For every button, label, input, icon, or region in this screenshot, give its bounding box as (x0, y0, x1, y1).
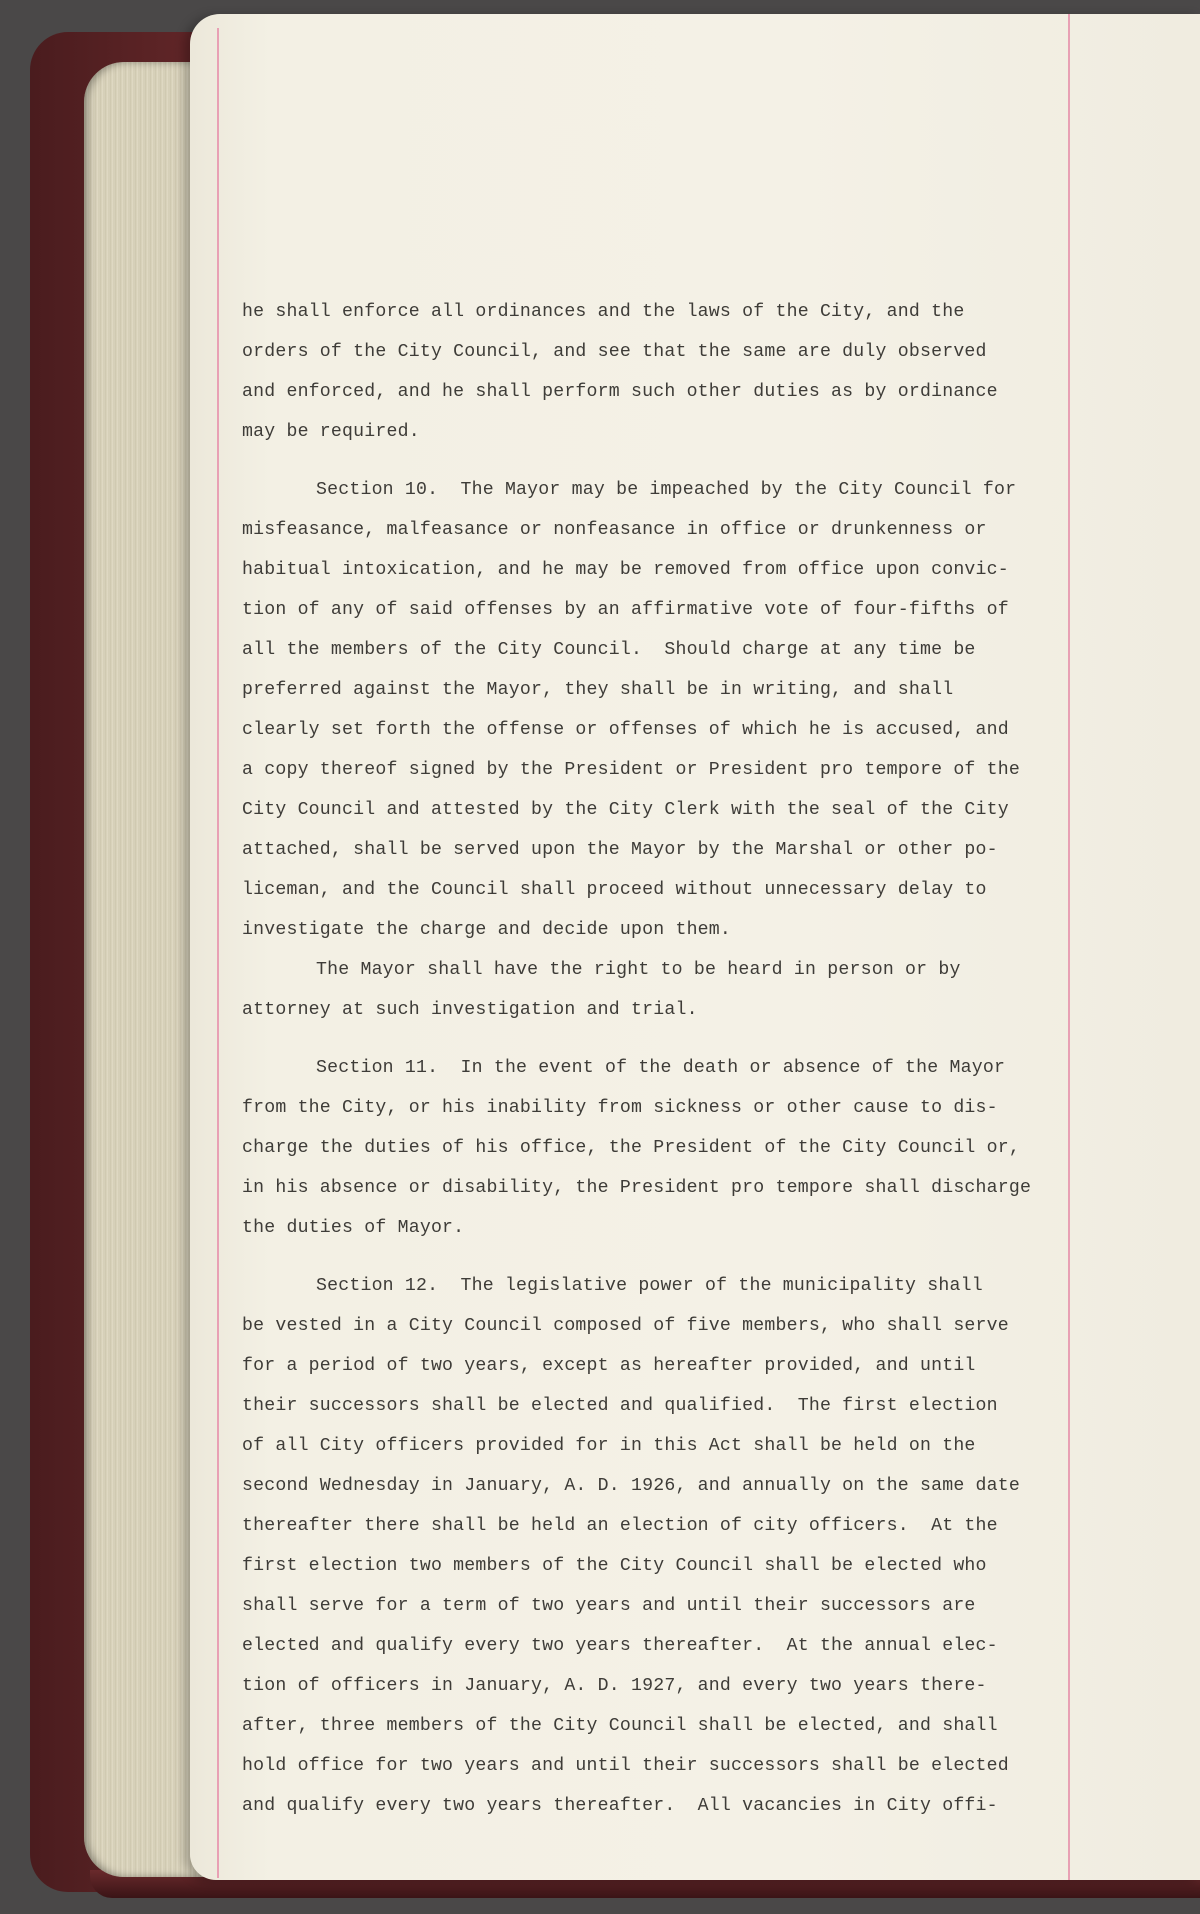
text-line: their successors shall be elected and qualified. The first election (242, 1396, 998, 1416)
text-line: clearly set forth the offense or offenses of which he is accused, and (242, 720, 1009, 740)
text-line: investigate the charge and decide upon them. (242, 920, 732, 940)
text-line: City Council and attested by the City Clerk with the seal of the City (242, 800, 1009, 820)
text-line: second Wednesday in January, A. D. 1926, and annually on the same date (242, 1476, 1020, 1496)
text-line: from the City, or his inability from sickness or other cause to dis- (242, 1098, 998, 1118)
text-line: may be required. (242, 422, 420, 442)
text-line: all the members of the City Council. Should charge at any time be (242, 640, 976, 660)
text-line: liceman, and the Council shall proceed without unnecessary delay to (242, 880, 987, 900)
text-line: the duties of Mayor. (242, 1218, 465, 1238)
text-line: first election two members of the City Council shall be elected who (242, 1556, 987, 1576)
text-line: Section 12. The legislative power of the municipality shall (316, 1276, 983, 1296)
text-line: preferred against the Mayor, they shall be in writing, and shall (242, 680, 954, 700)
right-margin-rule (1068, 14, 1070, 1880)
document-page (190, 14, 1200, 1880)
text-line: be vested in a City Council composed of five members, who shall serve (242, 1316, 1009, 1336)
text-line: tion of any of said offenses by an affirmative vote of four-fifths of (242, 600, 1009, 620)
text-line: hold office for two years and until their successors shall be elected (242, 1756, 1009, 1776)
text-line: a copy thereof signed by the President or President pro tempore of the (242, 760, 1020, 780)
text-line: habitual intoxication, and he may be removed from office upon convic- (242, 560, 1009, 580)
text-line: attorney at such investigation and trial. (242, 1000, 698, 1020)
paragraph-section-10 (242, 470, 1062, 950)
paragraph-mayor-heard (242, 950, 1062, 1030)
paragraph-section-12 (242, 1266, 1062, 1826)
text-line: thereafter there shall be held an election of city officers. At the (242, 1516, 998, 1536)
paragraph-section-11 (242, 1048, 1062, 1248)
text-line: The Mayor shall have the right to be heard in person or by (316, 960, 961, 980)
text-line: after, three members of the City Council shall be elected, and shall (242, 1716, 998, 1736)
text-line: Section 11. In the event of the death or absence of the Mayor (316, 1058, 1006, 1078)
text-line: Section 10. The Mayor may be impeached by the City Council for (316, 480, 1017, 500)
text-line: tion of officers in January, A. D. 1927, and every two years there- (242, 1676, 987, 1696)
text-line: for a period of two years, except as hereafter provided, and until (242, 1356, 976, 1376)
text-line: attached, shall be served upon the Mayor by the Marshal or other po- (242, 840, 998, 860)
text-line: shall serve for a term of two years and until their successors are (242, 1596, 976, 1616)
text-line: and enforced, and he shall perform such other duties as by ordinance (242, 382, 998, 402)
text-line: misfeasance, malfeasance or nonfeasance in office or drunkenness or (242, 520, 987, 540)
text-line: charge the duties of his office, the President of the City Council or, (242, 1138, 1020, 1158)
typed-text-body (242, 292, 1062, 1826)
text-line: orders of the City Council, and see that the same are duly observed (242, 342, 987, 362)
text-line: in his absence or disability, the President pro tempore shall discharge (242, 1178, 1032, 1198)
text-line: he shall enforce all ordinances and the laws of the City, and the (242, 302, 965, 322)
paragraph-continuation (242, 292, 1062, 452)
text-line: elected and qualify every two years thereafter. At the annual elec- (242, 1636, 998, 1656)
text-line: of all City officers provided for in this Act shall be held on the (242, 1436, 976, 1456)
left-margin-rule (217, 28, 219, 1878)
text-line: and qualify every two years thereafter. All vacancies in City offi- (242, 1796, 998, 1816)
